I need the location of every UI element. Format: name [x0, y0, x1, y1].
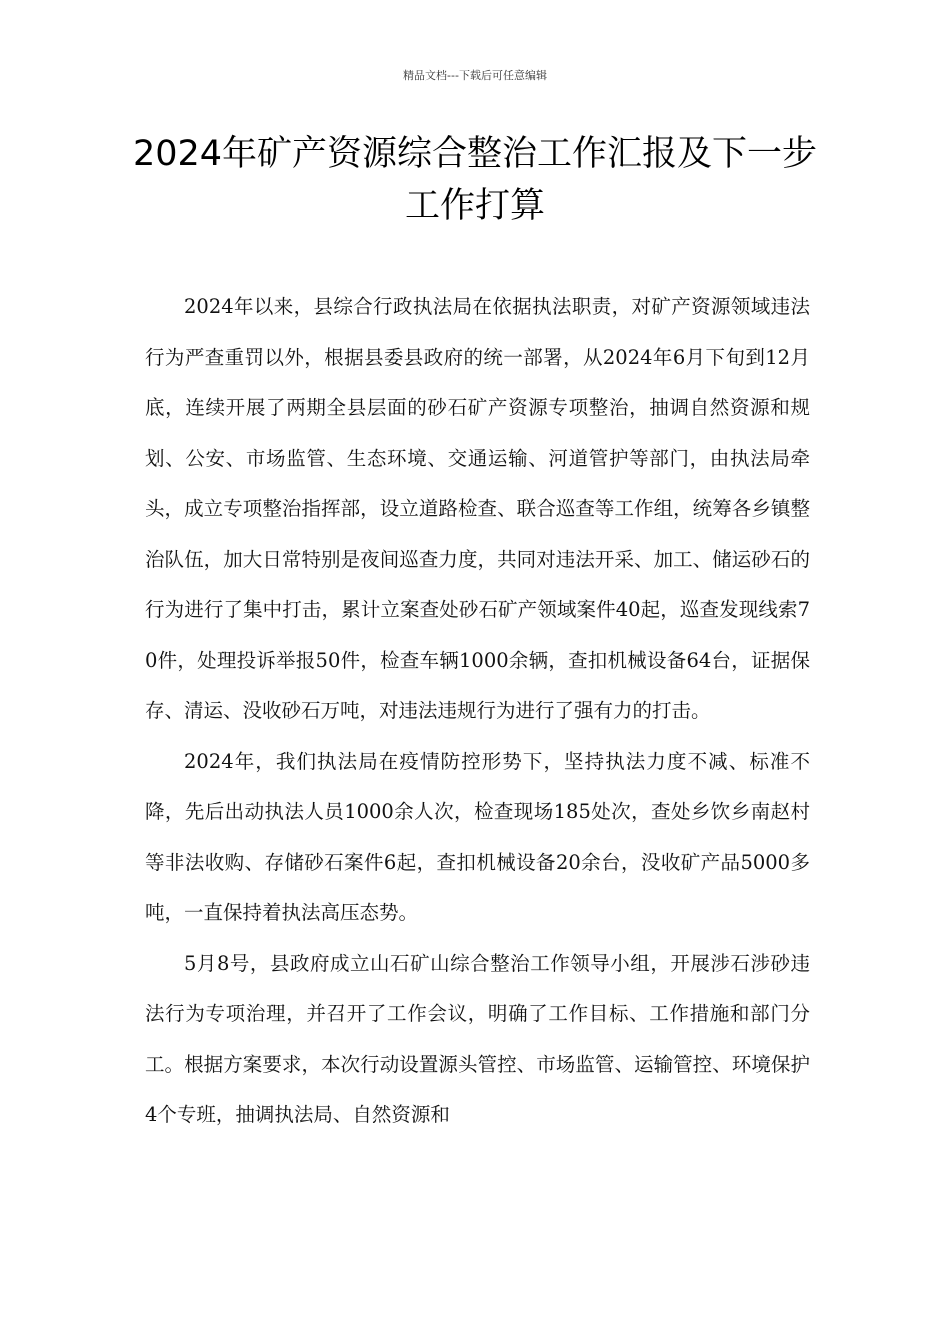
paragraph: 2024年，我们执法局在疫情防控形势下，坚持执法力度不减、标准不降，先后出动执法人员1000余人次，检查现场185处次，查处乡饮乡南赵村等非法收购、存储砂石案件6起，查扣机械设备20余台，没收矿产品5000多吨，一直保持着执法高压态势。 — [145, 749, 810, 924]
header-note: 精品文档---下载后可任意编辑 — [403, 69, 547, 82]
paragraph: 2024年以来，县综合行政执法局在依据执法职责，对矿产资源领域违法行为严查重罚以外，根据县委县政府的统一部署，从2024年6月下旬到12月底，连续开展了两期全县层面的砂石矿产资源专项整治，抽调自然资源和规划、公安、市场监管、生态环境、交通运输、河道管护等部门，由执法局牵头，成立专项整治指挥部，设立道路检查、联合巡查等工作组，统筹各乡镇整治队伍，加大日常特别是夜间巡查力度，共同对违法开采、加工、储运砂石的行为进行了集中打击，累计立案查处砂石矿产领域案件40起，巡查发现线索70件，处理投诉举报50件，检查车辆1000余辆，查扣机械设备64台，证据保存、清运、没收砂石万吨，对违法违规行为进行了强有力的打击。 — [145, 295, 810, 722]
document-title: 2024年矿产资源综合整治工作汇报及下一步工作打算 — [132, 134, 818, 226]
paragraph: 5月8号，县政府成立山石矿山综合整治工作领导小组，开展涉石涉砂违法行为专项治理，并召开了工作会议，明确了工作目标、工作措施和部门分工。根据方案要求，本次行动设置源头管控、市场监管、运输管控、环境保护4个专班，抽调执法局、自然资源和 — [145, 951, 810, 1126]
document-body — [145, 282, 810, 1141]
